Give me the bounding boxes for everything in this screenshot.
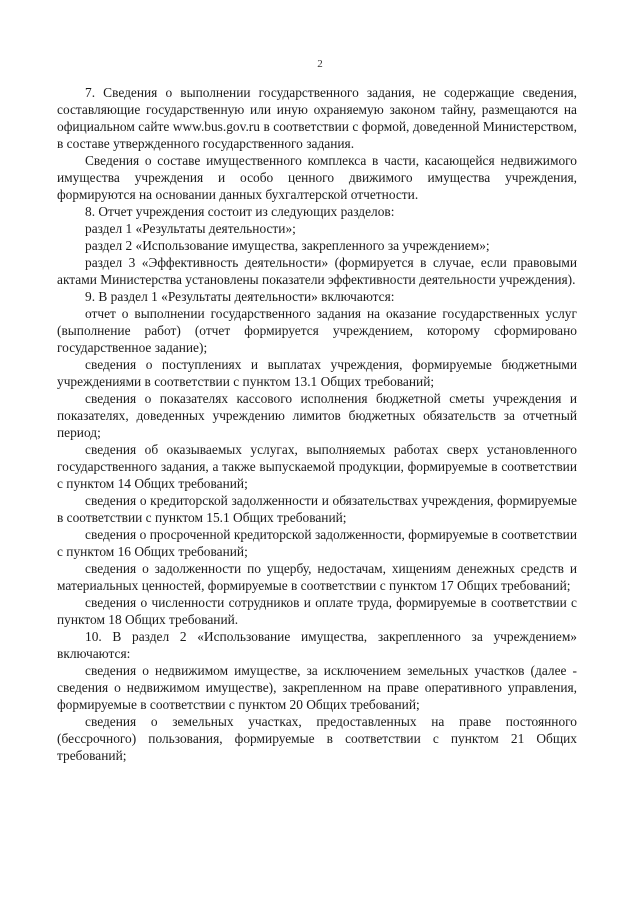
paragraph: 10. В раздел 2 «Использование имущества, закрепленного за учреждением» включаются: xyxy=(57,629,577,661)
paragraph: сведения о задолженности по ущербу, недостачам, хищениям денежных средств и материальных ценностей, формируемые в соответствии с пунктом 17 Общих требований; xyxy=(57,561,577,593)
paragraph: отчет о выполнении государственного задания на оказание государственных услуг (выполнение работ) (отчет формируется учреждением, которому сформировано государственное задание); xyxy=(57,306,577,355)
paragraph: сведения о кредиторской задолженности и обязательствах учреждения, формируемые в соответствии с пунктом 15.1 Общих требований; xyxy=(57,493,577,525)
paragraph: 9. В раздел 1 «Результаты деятельности» включаются: xyxy=(85,289,395,304)
paragraph: сведения о поступлениях и выплатах учреждения, формируемые бюджетными учреждениями в соответствии с пунктом 13.1 Общих требований; xyxy=(57,357,577,389)
paragraph: сведения о земельных участках, предоставленных на праве постоянного (бессрочного) пользования, формируемые в соответствии с пунктом 21 Общих требований; xyxy=(57,714,577,763)
paragraph: раздел 2 «Использование имущества, закрепленного за учреждением»; xyxy=(85,238,490,253)
document-body xyxy=(57,84,577,764)
paragraph: Сведения о составе имущественного комплекса в части, касающейся недвижимого имущества учреждения и особо ценного движимого имущества учреждения, формируются на основании данных бухгалтерской отчетности. xyxy=(57,153,577,202)
paragraph: сведения об оказываемых услугах, выполняемых работах сверх установленного государственного задания, а также выпускаемой продукции, формируемые в соответствии с пунктом 14 Общих требований; xyxy=(57,442,577,491)
paragraph: 7. Сведения о выполнении государственного задания, не содержащие сведения, составляющие государственную или иную охраняемую законом тайну, размещаются на официальном сайте www.bus.gov.ru в соответствии с формой, доведенной Министерством, в составе утвержденного государственного задания. xyxy=(57,85,577,151)
paragraph: сведения о недвижимом имуществе, за исключением земельных участков (далее - сведения о недвижимом имуществе), закрепленном на праве оперативного управления, формируемые в соответствии с пунктом 20 Общих требований; xyxy=(57,663,577,712)
paragraph: раздел 1 «Результаты деятельности»; xyxy=(85,221,296,236)
paragraph: 8. Отчет учреждения состоит из следующих разделов: xyxy=(85,204,395,219)
paragraph: раздел 3 «Эффективность деятельности» (формируется в случае, если правовыми актами Министерства установлены показатели эффективности деятельности учреждения). xyxy=(57,255,577,287)
page-number: 2 xyxy=(317,58,323,70)
paragraph: сведения о показателях кассового исполнения бюджетной сметы учреждения и показателях, доведенных учреждению лимитов бюджетных обязательств за отчетный период; xyxy=(57,391,577,440)
paragraph: сведения о просроченной кредиторской задолженности, формируемые в соответствии с пунктом 16 Общих требований; xyxy=(57,527,577,559)
paragraph: сведения о численности сотрудников и оплате труда, формируемые в соответствии с пунктом 18 Общих требований. xyxy=(57,595,577,627)
